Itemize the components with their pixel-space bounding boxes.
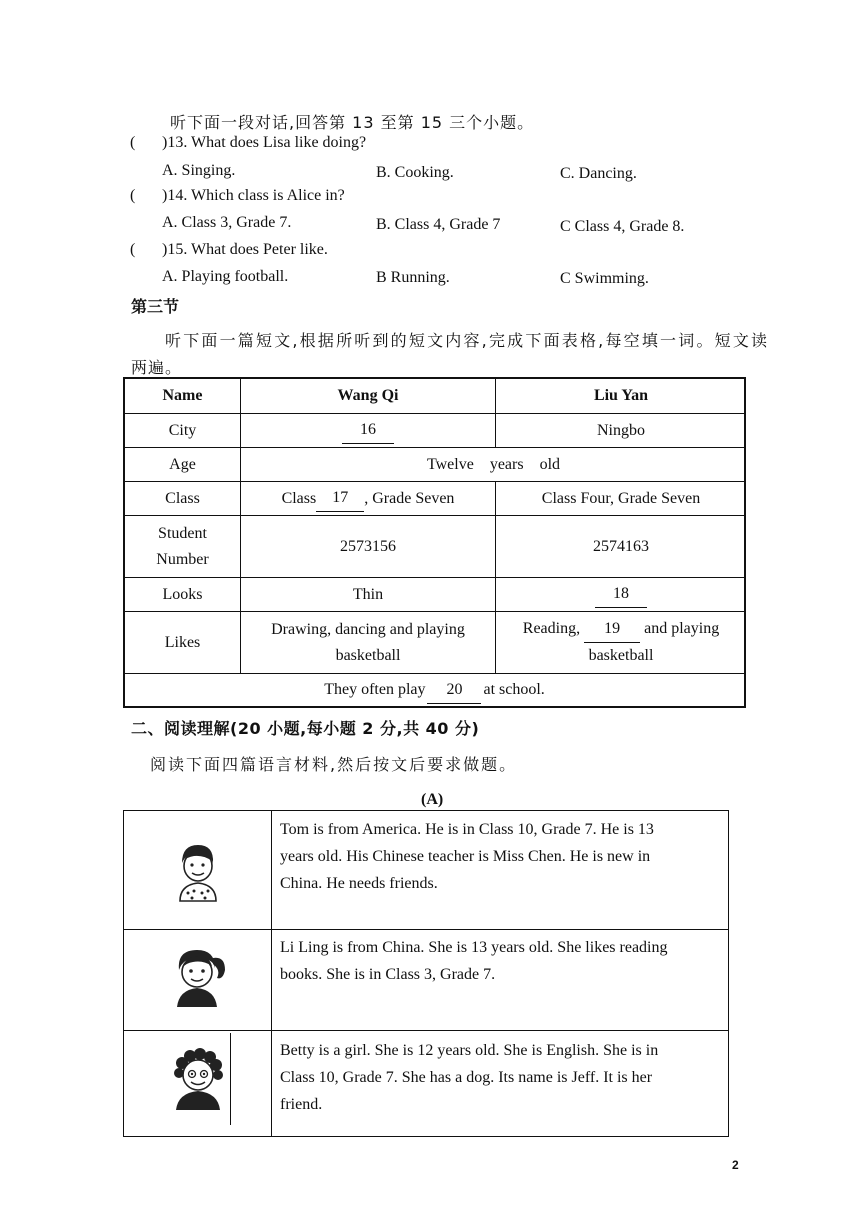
passage-a-label: (A) xyxy=(421,791,444,808)
q14-paren[interactable]: ( xyxy=(130,187,136,204)
q14-stem: )14. Which class is Alice in? xyxy=(162,187,345,204)
liu-class: Class Four, Grade Seven xyxy=(541,489,701,507)
row-label-age: Age xyxy=(169,455,196,473)
wang-looks: Thin xyxy=(352,585,384,603)
liu-student-number: 2574163 xyxy=(593,537,649,555)
li-ling-line-2: books. She is in Class 3, Grade 7. xyxy=(280,966,496,983)
student-number-label-line2: Number xyxy=(156,550,209,568)
reading-instruction: 阅读下面四篇语言材料,然后按文后要求做题。 xyxy=(150,755,518,774)
wang-student-number: 2573156 xyxy=(340,537,396,555)
student-number-label-line1: Student xyxy=(158,524,207,542)
q15-paren[interactable]: ( xyxy=(130,241,136,258)
q14-option-a[interactable]: A. Class 3, Grade 7. xyxy=(162,214,292,231)
q14-option-b[interactable]: B. Class 4, Grade 7 xyxy=(376,216,501,233)
section3-heading: 第三节 xyxy=(131,297,180,316)
row-label-looks: Looks xyxy=(162,585,203,603)
q13-paren[interactable]: ( xyxy=(130,134,136,151)
betty-line-3: friend. xyxy=(280,1096,323,1113)
liu-likes-line2: basketball xyxy=(588,647,654,664)
wang-class-pre: Class xyxy=(281,489,317,507)
blank-16-value: 16 xyxy=(342,417,394,444)
q15-option-c[interactable]: C Swimming. xyxy=(560,270,649,287)
betty-line-1: Betty is a girl. She is 12 years old. She is English. She is in xyxy=(280,1042,659,1059)
tom-line-3: China. He needs friends. xyxy=(280,875,438,892)
header-name: Name xyxy=(162,387,203,404)
liu-likes-pre: Reading, xyxy=(522,620,581,637)
li-ling-passage xyxy=(280,934,724,988)
q15-stem: )15. What does Peter like. xyxy=(162,241,328,258)
footer-pre: They often play xyxy=(324,681,426,698)
q14-option-c[interactable]: C Class 4, Grade 8. xyxy=(560,218,685,235)
tom-passage xyxy=(280,816,724,897)
wang-class xyxy=(241,482,495,515)
wang-likes-line1: Drawing, dancing and playing xyxy=(271,620,465,638)
answer-blank-20[interactable]: 20 xyxy=(427,677,481,704)
answer-blank-17[interactable]: 17 xyxy=(316,485,364,512)
listening-table xyxy=(123,377,746,708)
row-label-city: City xyxy=(168,421,197,439)
page-number: 2 xyxy=(732,1158,739,1172)
answer-blank-16[interactable] xyxy=(241,414,495,447)
age-value: Twelve years old xyxy=(426,455,561,473)
liu-city: Ningbo xyxy=(597,421,645,439)
q13-option-c[interactable]: C. Dancing. xyxy=(560,165,637,182)
girl-ponytail-avatar xyxy=(169,944,229,1013)
footer-post: at school. xyxy=(483,681,545,698)
boy-avatar xyxy=(172,841,222,908)
girl-curly-avatar xyxy=(170,1047,226,1116)
section3-instruction-line2: 两遍。 xyxy=(131,358,183,377)
q13-stem: )13. What does Lisa like doing? xyxy=(162,134,367,151)
tom-line-1: Tom is from America. He is in Class 10, Grade 7. He is 13 xyxy=(280,821,654,838)
betty-line-2: Class 10, Grade 7. She has a dog. Its name is Jeff. It is her xyxy=(280,1069,653,1086)
answer-blank-19[interactable]: 19 xyxy=(584,616,640,643)
betty-passage xyxy=(280,1037,724,1118)
blank-18-value: 18 xyxy=(595,581,647,608)
q13-option-b[interactable]: B. Cooking. xyxy=(376,164,454,181)
header-liu-yan: Liu Yan xyxy=(593,387,649,404)
q13-option-a[interactable]: A. Singing. xyxy=(162,162,236,179)
liu-likes-post: and playing xyxy=(644,620,720,637)
reading-heading: 二、阅读理解(20 小题,每小题 2 分,共 40 分) xyxy=(131,719,480,738)
q15-option-a[interactable]: A. Playing football. xyxy=(162,268,289,285)
row-label-class: Class xyxy=(165,489,200,507)
tom-line-2: years old. His Chinese teacher is Miss Chen. He is new in xyxy=(280,848,651,865)
liu-likes xyxy=(496,612,746,673)
table-footer xyxy=(125,674,744,706)
li-ling-line-1: Li Ling is from China. She is 13 years old. She likes reading xyxy=(280,939,668,956)
wang-class-post: , Grade Seven xyxy=(364,489,455,507)
wang-likes-line2: basketball xyxy=(335,646,401,664)
row-label-likes: Likes xyxy=(164,633,201,651)
reading-table-a xyxy=(123,810,729,1137)
row-label-student-number xyxy=(125,516,240,577)
answer-blank-18[interactable] xyxy=(496,578,746,611)
listening-instruction-13-15: 听下面一段对话,回答第 13 至第 15 三个小题。 xyxy=(170,113,535,132)
header-wang-qi: Wang Qi xyxy=(337,387,399,404)
wang-likes xyxy=(241,612,495,673)
q15-option-b[interactable]: B Running. xyxy=(376,269,450,286)
section3-instruction-line1: 听下面一篇短文,根据所听到的短文内容,完成下面表格,每空填一词。短文读 xyxy=(165,331,770,350)
